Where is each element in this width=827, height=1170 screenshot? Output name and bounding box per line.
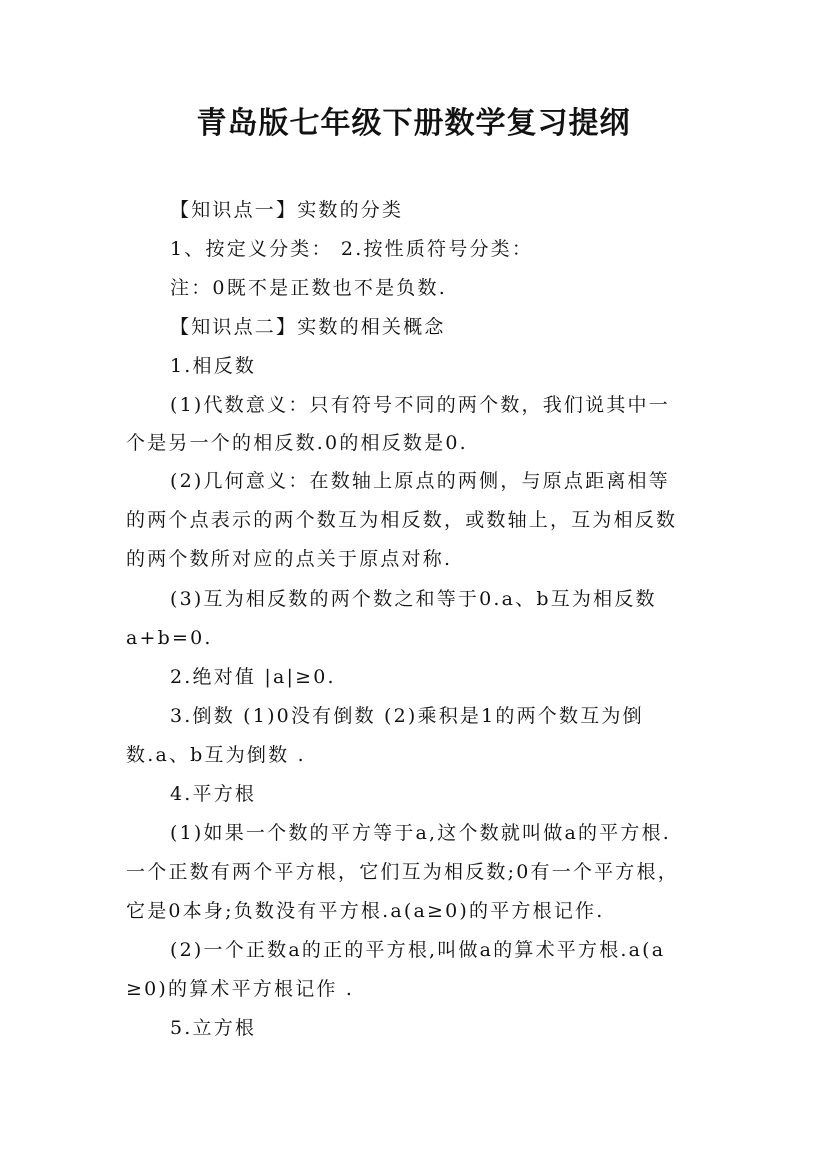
paragraph-line: 2.绝对值 |a|≥0. xyxy=(170,666,336,688)
paragraph-line: 的两个点表示的两个数互为相反数，或数轴上，互为相反数 xyxy=(126,509,678,531)
paragraph-line: 一个正数有两个平方根，它们互为相反数;0有一个平方根， xyxy=(126,861,679,883)
subheading-line: 5.立方根 xyxy=(170,1017,257,1039)
paragraph-line: 1、按定义分类： 2.按性质符号分类： xyxy=(170,238,534,260)
paragraph-line: (2)一个正数a的正的平方根,叫做a的算术平方根.a(a xyxy=(170,939,666,961)
paragraph-line: 注：0既不是正数也不是负数. xyxy=(170,277,447,299)
paragraph-line: (2)几何意义：在数轴上原点的两侧，与原点距离相等 xyxy=(170,470,670,492)
document-title: 青岛版七年级下册数学复习提纲 xyxy=(196,106,631,141)
paragraph-line: 个是另一个的相反数.0的相反数是0. xyxy=(126,432,468,454)
paragraph-line: 数.a、b互为倒数 . xyxy=(126,744,306,766)
subheading-line: 4.平方根 xyxy=(170,783,257,805)
section-heading-1: 【知识点一】实数的分类 xyxy=(170,199,404,221)
paragraph-line: a+b=0. xyxy=(126,627,213,649)
paragraph-line: 的两个数所对应的点关于原点对称. xyxy=(126,548,453,570)
section-heading-2: 【知识点二】实数的相关概念 xyxy=(170,316,446,338)
paragraph-line: (3)互为相反数的两个数之和等于0.a、b互为相反数 xyxy=(170,588,657,610)
subheading-line: 1.相反数 xyxy=(170,355,257,377)
paragraph-line: 3.倒数 (1)0没有倒数 (2)乘积是1的两个数互为倒 xyxy=(170,705,644,727)
paragraph-line: (1)代数意义：只有符号不同的两个数，我们说其中一 xyxy=(170,394,670,416)
paragraph-line: (1)如果一个数的平方等于a,这个数就叫做a的平方根. xyxy=(170,822,672,844)
paragraph-line: ≥0)的算术平方根记作 . xyxy=(126,978,355,1000)
paragraph-line: 它是0本身;负数没有平方根.a(a≥0)的平方根记作. xyxy=(126,900,605,922)
